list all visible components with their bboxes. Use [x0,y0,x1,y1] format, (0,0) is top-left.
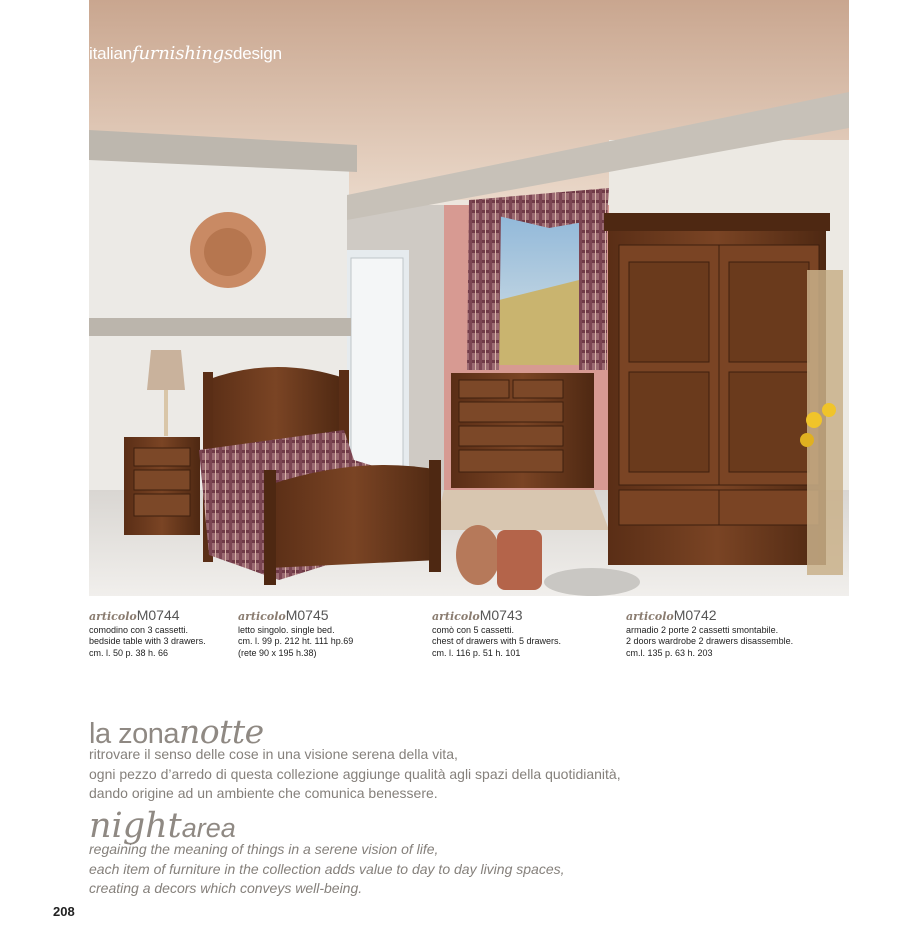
brand-wordmark [89,43,282,64]
paragraph-line: dando origine ad un ambiente che comunica benessere. [89,785,438,801]
page-number: 208 [53,904,75,919]
brand-part-design: design [232,44,282,63]
caption-line: cm. l. 99 p. 212 ht. 111 hp.69 [238,636,354,646]
caption-line: cm. l. 116 p. 51 h. 101 [432,647,521,658]
product-code: M0745 [285,607,329,623]
heading-light-part: area [181,813,236,843]
article-label: articolo [89,610,137,623]
heading-script-part: notte [179,712,264,751]
paragraph-line: regaining the meaning of things in a serene vision of life, [89,841,439,857]
article-label: articolo [238,610,286,623]
product-code: M0743 [479,607,523,623]
brand-part-italian: italian [89,44,133,63]
caption-line: armadio 2 porte 2 cassetti smontabile. [626,624,779,635]
article-label: articolo [432,610,480,623]
italian-description [89,745,621,804]
paragraph-line: ritrovare il senso delle cose in una visione serena della vita, [89,746,458,762]
caption-line: (rete 90 x 195 h.38) [238,647,317,658]
product-code: M0742 [673,607,717,623]
caption-line: bedside table with 3 drawers. [89,636,206,646]
heading-script-part: night [89,806,182,846]
english-description [89,840,565,899]
brand-part-furnishings: furnishings [132,43,233,64]
bedroom-photo [89,0,849,596]
bedroom-illustration [89,0,849,596]
caption-line: comò con 5 cassetti. [432,624,515,635]
caption-line: cm. l. 50 p. 38 h. 66 [89,647,169,658]
product-caption-2 [238,607,428,659]
caption-line: comodino con 3 cassetti. [89,624,189,635]
product-caption-3 [432,607,622,659]
caption-line: chest of drawers with 5 drawers. [432,636,562,646]
product-code: M0744 [136,607,180,623]
caption-line: 2 doors wardrobe 2 drawers disassemble. [626,636,794,646]
paragraph-line: ogni pezzo d’arredo di questa collezione aggiunge qualità agli spazi della quotidianità, [89,765,621,782]
heading-light-part: la zona [89,718,180,750]
product-caption-4 [626,607,841,659]
caption-line: cm.l. 135 p. 63 h. 203 [626,647,713,658]
paragraph-line: creating a decors which conveys well-being. [89,880,363,896]
caption-line: letto singolo. single bed. [238,624,335,635]
paragraph-line: each item of furniture in the collection adds value to day to day living spaces, [89,860,565,877]
article-label: articolo [626,610,674,623]
